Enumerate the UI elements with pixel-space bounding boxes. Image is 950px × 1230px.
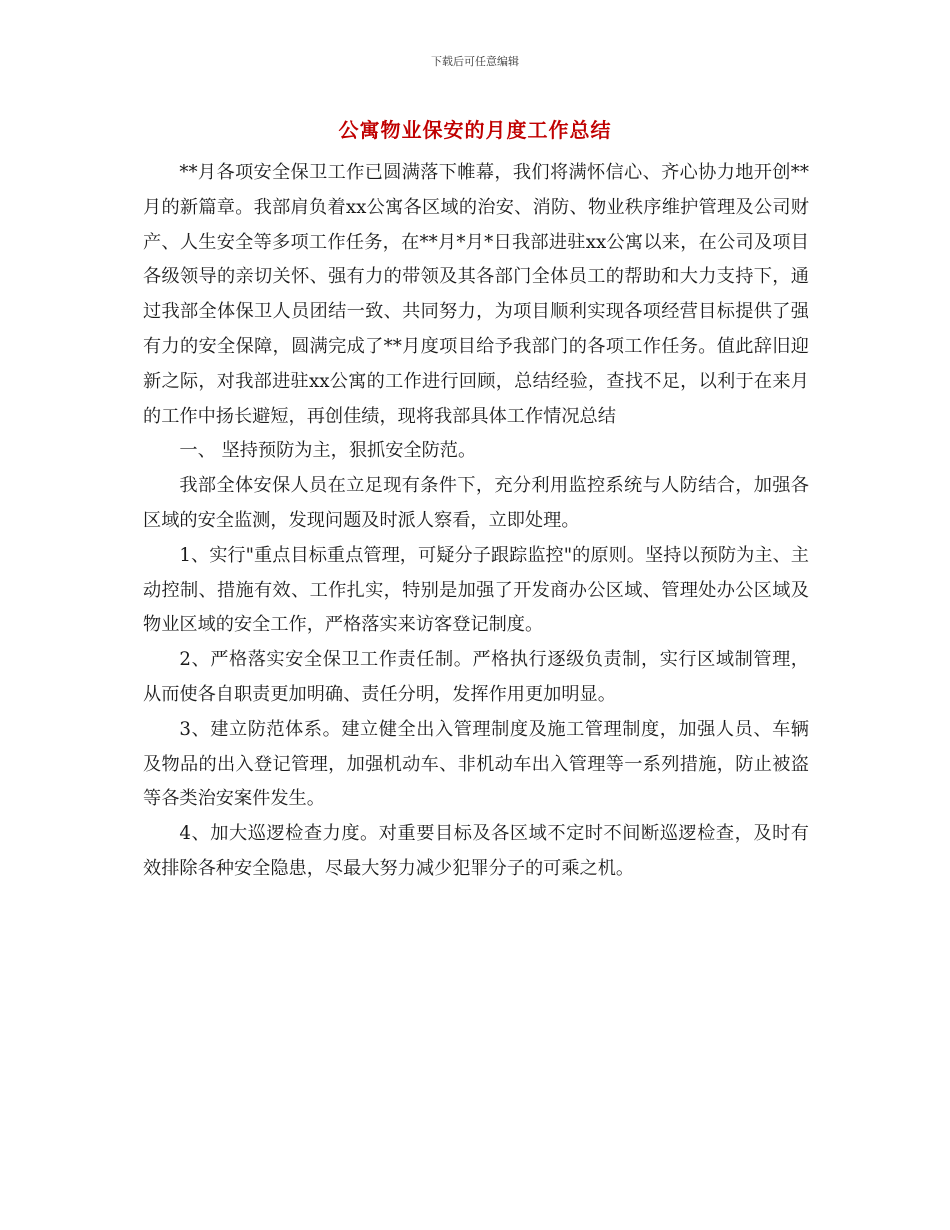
paragraph-section-1-intro: 我部全体安保人员在立足现有条件下，充分利用监控系统与人防结合，加强各区域的安全监测，发现问题及时派人察看，立即处理。 xyxy=(143,475,809,531)
document-title: 公寓物业保安的月度工作总结 xyxy=(338,118,612,142)
section-heading-1: 一、 坚持预防为主，狠抓安全防范。 xyxy=(179,440,477,462)
paragraph-item-4: 4、加大巡逻检查力度。对重要目标及各区域不定时不间断巡逻检查，及时有效排除各种安全隐患，尽最大努力减少犯罪分子的可乘之机。 xyxy=(143,823,809,879)
paragraph-intro: **月各项安全保卫工作已圆满落下帷幕，我们将满怀信心、齐心协力地开创**月的新篇章。我部肩负着xx公寓各区域的治安、消防、物业秩序维护管理及公司财产、人生安全等多项工作任务，在**月*月*日我部进驻xx公寓以来，在公司及项目各级领导的亲切关怀、强有力的带领及其各部门全体员工的帮助和大力支持下，通过我部全体保卫人员团结一致、共同努力，为项目顺利实现各项经营目标提供了强有力的安全保障，圆满完成了**月度项目给予我部门的各项工作任务。值此辞旧迎新之际，对我部进驻xx公寓的工作进行回顾，总结经验，查找不足，以利于在来月的工作中扬长避短，再创佳绩，现将我部具体工作情况总结 xyxy=(143,162,809,427)
paragraph-item-3: 3、建立防范体系。建立健全出入管理制度及施工管理制度，加强人员、车辆及物品的出入登记管理，加强机动车、非机动车出入管理等一系列措施，防止被盗等各类治安案件发生。 xyxy=(143,718,809,810)
page-header-note: 下载后可任意编辑 xyxy=(431,55,519,68)
paragraph-item-1: 1、实行"重点目标重点管理，可疑分子跟踪监控"的原则。坚持以预防为主、主动控制、措施有效、工作扎实，特别是加强了开发商办公区域、管理处办公区域及物业区域的安全工作，严格落实来访客登记制度。 xyxy=(143,544,809,636)
paragraph-item-2: 2、严格落实安全保卫工作责任制。严格执行逐级负责制，实行区域制管理，从而使各自职责更加明确、责任分明，发挥作用更加明显。 xyxy=(143,649,809,705)
document-body xyxy=(143,156,809,887)
